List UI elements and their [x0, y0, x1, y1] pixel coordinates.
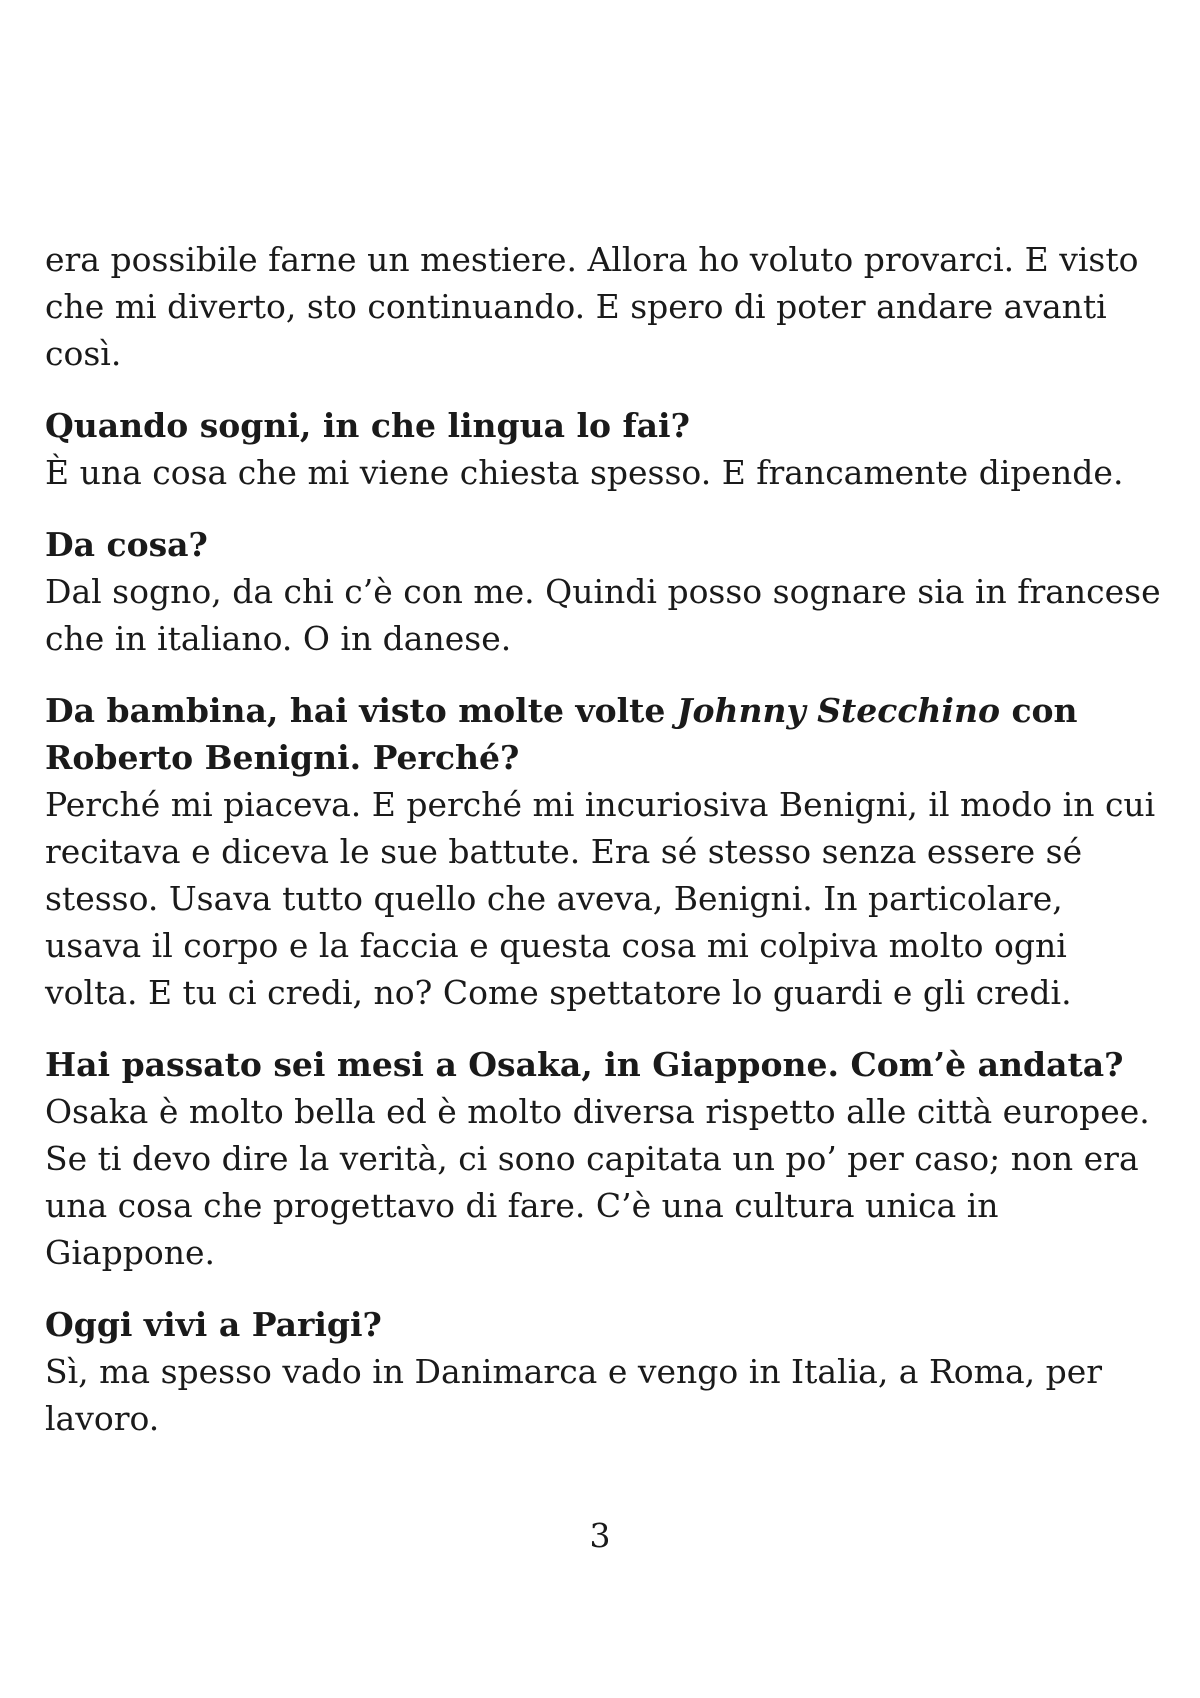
answer: Osaka è molto bella ed è molto diversa rispetto alle città europee. Se ti devo dire la verità, ci sono capitata un po’ per caso; non era una cosa che progettavo di fare. C’è una cultura unica in Giappone.: [45, 1092, 1150, 1272]
film-title: Johnny Stecchino: [676, 691, 1000, 730]
page-body: [45, 236, 1165, 1442]
qa-block-3: [45, 687, 1165, 1016]
question-text: Da bambina, hai visto molte volte: [45, 691, 677, 730]
intro-paragraph: era possibile farne un mestiere. Allora ho voluto provarci. E visto che mi diverto, sto continuando. E spero di poter andare avanti così.: [45, 240, 1139, 373]
question-text: con Roberto Benigni. Perché?: [45, 691, 1078, 777]
page-number: 3: [589, 1516, 611, 1555]
question: Da cosa?: [45, 525, 208, 564]
qa-block-2: [45, 521, 1165, 662]
answer: Perché mi piaceva. E perché mi incuriosiva Benigni, il modo in cui recitava e diceva le sue battute. Era sé stesso senza essere sé stesso. Usava tutto quello che aveva, Benigni. In particolare, usava il corpo e la faccia e questa cosa mi colpiva molto ogni volta. E tu ci credi, no? Come spettatore lo guardi e gli credi.: [45, 785, 1156, 1012]
qa-block-4: [45, 1041, 1165, 1276]
answer: Sì, ma spesso vado in Danimarca e vengo in Italia, a Roma, per lavoro.: [45, 1352, 1103, 1438]
qa-block-5: [45, 1301, 1165, 1442]
question: Quando sogni, in che lingua lo fai?: [45, 406, 690, 445]
answer: Dal sogno, da chi c’è con me. Quindi posso sognare sia in francese che in italiano. O in danese.: [45, 572, 1161, 658]
question: Hai passato sei mesi a Osaka, in Giappone. Com’è andata?: [45, 1045, 1124, 1084]
question: Oggi vivi a Parigi?: [45, 1305, 382, 1344]
qa-block-1: [45, 402, 1165, 496]
answer: È una cosa che mi viene chiesta spesso. E francamente dipende.: [45, 453, 1124, 492]
question: [45, 687, 1165, 781]
